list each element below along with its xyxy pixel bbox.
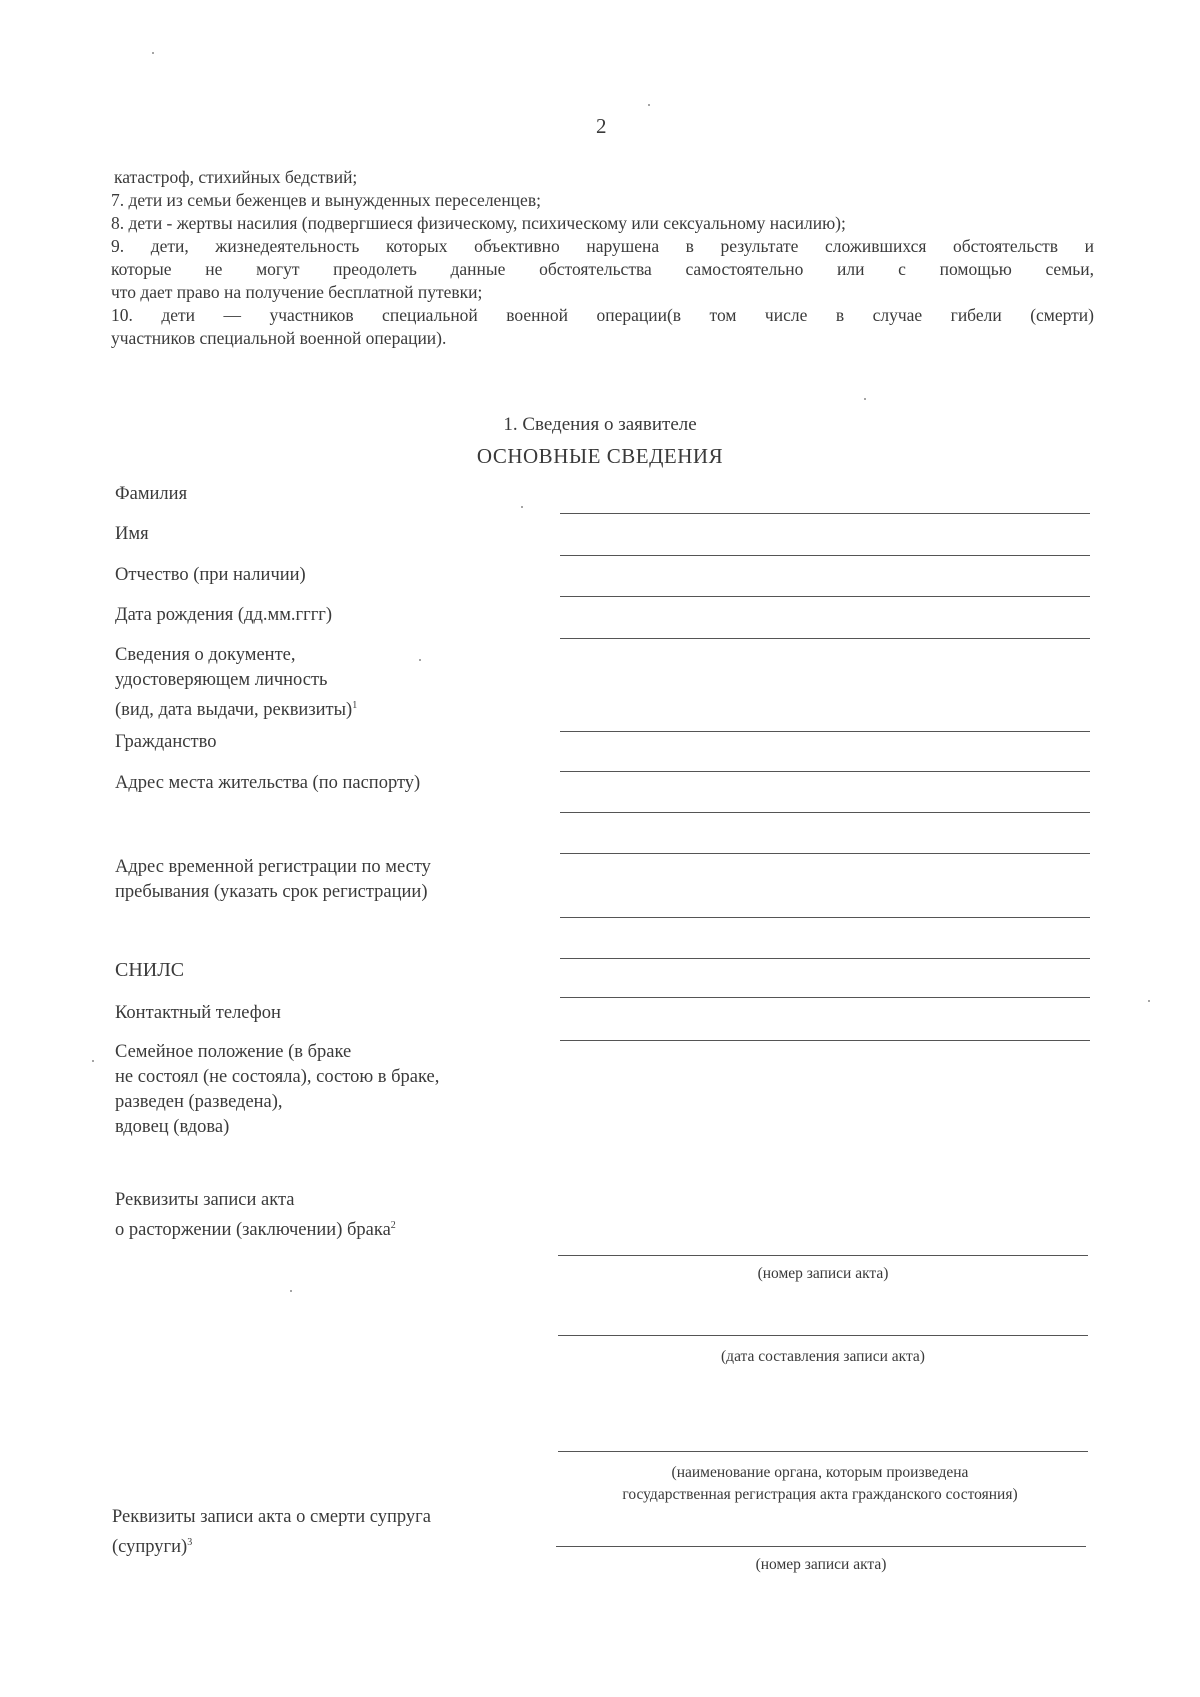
scan-speck xyxy=(92,1060,94,1062)
label-citizenship: Гражданство xyxy=(115,732,217,752)
scan-speck xyxy=(648,104,650,106)
label-line: Адрес временной регистрации по месту xyxy=(115,857,431,877)
label-line xyxy=(112,1530,431,1560)
field-line-temp-registration[interactable] xyxy=(560,917,1090,918)
section-subtitle: ОСНОВНЫЕ СВЕДЕНИЯ xyxy=(476,444,724,468)
intro-item-10-line: участников специальной военной операции). xyxy=(111,328,447,348)
label-line: Реквизиты записи акта xyxy=(115,1190,295,1210)
scan-speck xyxy=(290,1290,292,1292)
intro-item-8: 8. дети - жертвы насилия (подвергшиеся физическому, психическому или сексуальному насилию); xyxy=(111,213,846,233)
label-birth-date: Дата рождения (дд.мм.гггг) xyxy=(115,605,333,625)
field-line-authority[interactable] xyxy=(558,1451,1088,1452)
field-line-address[interactable] xyxy=(560,812,1090,813)
field-line-record-number[interactable] xyxy=(558,1255,1088,1256)
label-temp-registration xyxy=(115,855,431,905)
scan-speck xyxy=(419,659,421,661)
footnote-ref: 2 xyxy=(390,1220,396,1231)
scan-speck xyxy=(152,52,154,54)
caption-death-record-number: (номер записи акта) xyxy=(755,1556,887,1573)
label-line: не состоял (не состояла), состою в браке, xyxy=(115,1067,440,1087)
footnote-ref: 1 xyxy=(352,700,358,711)
field-line-name[interactable] xyxy=(560,555,1090,556)
label-line: удостоверяющем личность xyxy=(115,670,328,690)
label-name: Имя xyxy=(115,524,149,544)
intro-item-9-line: которые не могут преодолеть данные обстоятельства самостоятельно или с помощью семьи, xyxy=(111,259,1094,279)
intro-item-7: 7. дети из семьи беженцев и вынужденных переселенцев; xyxy=(111,190,541,210)
label-address: Адрес места жительства (по паспорту) xyxy=(115,773,421,793)
label-snils: СНИЛС xyxy=(115,959,185,981)
label-marital-status xyxy=(115,1040,439,1140)
label-line: Семейное положение (в браке xyxy=(115,1042,352,1062)
field-line-citizenship[interactable] xyxy=(560,771,1090,772)
label-text: о расторжении (заключении) брака xyxy=(115,1220,391,1241)
label-line: Сведения о документе, xyxy=(115,645,296,665)
intro-line: катастроф, стихийных бедствий; xyxy=(114,167,358,187)
intro-list xyxy=(111,166,1094,350)
intro-item-9-line: 9. дети, жизнедеятельность которых объективно нарушена в результате сложившихся обстоятельств и xyxy=(111,236,1094,256)
caption-record-date: (дата составления записи акта) xyxy=(721,1348,925,1365)
intro-item-10-line: 10. дети — участников специальной военной операции(в том числе в случае гибели (смерти) xyxy=(111,305,1094,325)
scan-speck xyxy=(1148,1000,1150,1002)
label-id-document xyxy=(115,643,357,723)
label-line: пребывания (указать срок регистрации) xyxy=(115,882,428,902)
intro-item-9-line: что дает право на получение бесплатной путевки; xyxy=(111,282,483,302)
field-line-address-2[interactable] xyxy=(560,853,1090,854)
scan-speck xyxy=(864,398,866,400)
footnote-ref: 3 xyxy=(187,1537,193,1548)
label-text: (супруги) xyxy=(112,1537,188,1558)
label-surname: Фамилия xyxy=(115,484,188,504)
label-marriage-record xyxy=(115,1188,396,1243)
caption-line: государственная регистрация акта гражданского состояния) xyxy=(622,1486,1018,1503)
caption-record-number: (номер записи акта) xyxy=(757,1265,889,1282)
field-line-birth-date[interactable] xyxy=(560,638,1090,639)
field-line-id-document[interactable] xyxy=(560,731,1090,732)
field-line-temp-registration-2[interactable] xyxy=(560,958,1090,959)
label-phone: Контактный телефон xyxy=(115,1003,281,1023)
section-title: 1. Сведения о заявителе xyxy=(503,414,697,435)
field-line-phone[interactable] xyxy=(560,1040,1090,1041)
label-text: (вид, дата выдачи, реквизиты) xyxy=(115,700,353,721)
field-line-surname[interactable] xyxy=(560,513,1090,514)
label-line xyxy=(115,1213,396,1243)
field-line-patronymic[interactable] xyxy=(560,596,1090,597)
label-line: Реквизиты записи акта о смерти супруга xyxy=(112,1507,431,1527)
label-patronymic: Отчество (при наличии) xyxy=(115,565,306,585)
label-line: вдовец (вдова) xyxy=(115,1117,230,1137)
page-number: 2 xyxy=(596,114,607,138)
caption-line: (наименование органа, которым произведена xyxy=(671,1464,969,1481)
caption-authority xyxy=(520,1462,1120,1506)
scan-speck xyxy=(521,506,523,508)
field-line-death-record-number[interactable] xyxy=(556,1546,1086,1547)
field-line-snils[interactable] xyxy=(560,997,1090,998)
field-line-record-date[interactable] xyxy=(558,1335,1088,1336)
label-line xyxy=(115,693,357,723)
label-death-record xyxy=(112,1505,431,1560)
label-line: разведен (разведена), xyxy=(115,1092,283,1112)
